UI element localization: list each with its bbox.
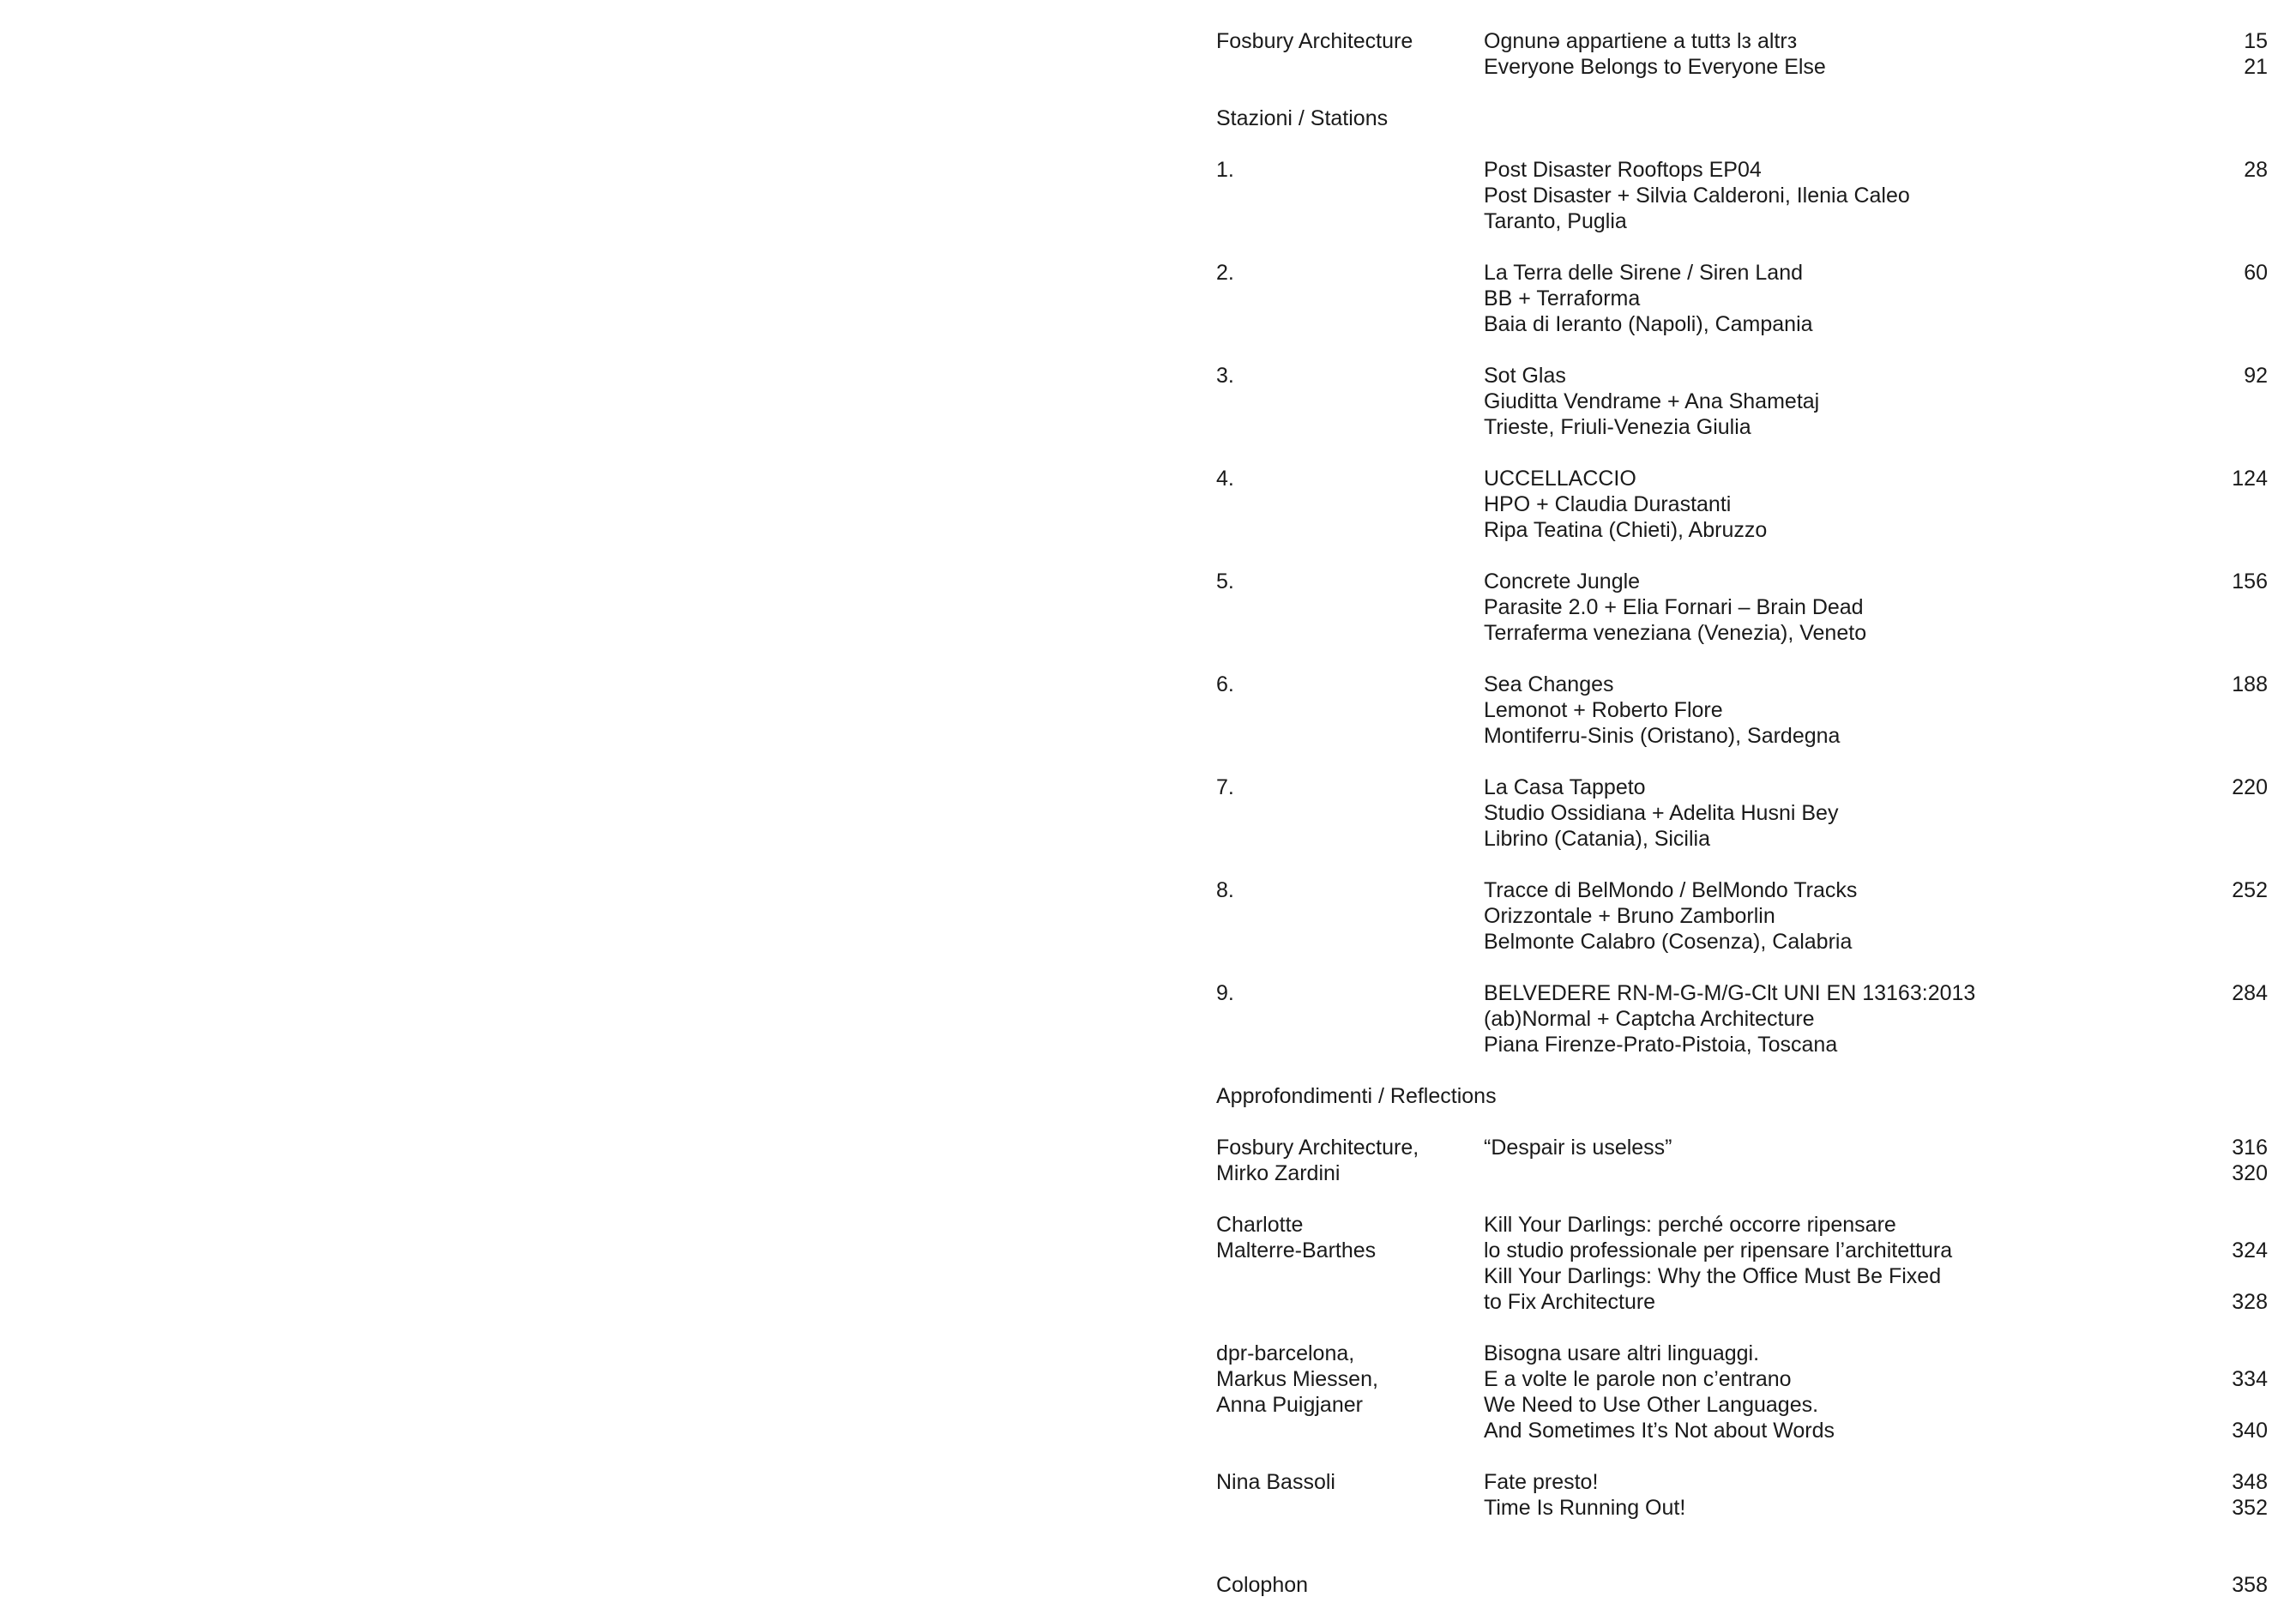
spacer — [1216, 852, 2268, 877]
toc-number-column — [1216, 157, 1484, 183]
toc-subtitle: Montiferru-Sinis (Oristano), Sardegna — [1484, 724, 1841, 748]
section-heading-stations: Stazioni / Stations — [1216, 106, 1389, 130]
toc-page-column — [2148, 569, 2268, 594]
toc-author — [1216, 1289, 1484, 1315]
toc-author: Nina Bassoli — [1216, 1470, 1335, 1494]
toc-page-number: 340 — [2232, 1419, 2268, 1443]
table-of-contents — [1216, 28, 2268, 1598]
toc-page-column — [2148, 774, 2268, 800]
toc-page-column — [2148, 980, 2268, 1006]
toc-title: Ognunə appartiene a tuttз lз altrз — [1484, 29, 1798, 53]
toc-number: 5. — [1216, 569, 1234, 594]
toc-title: And Sometimes It’s Not about Words — [1484, 1419, 1835, 1443]
toc-page-number: 316 — [2232, 1136, 2268, 1160]
toc-author — [1216, 1263, 1484, 1289]
toc-author — [1216, 1418, 1484, 1443]
toc-page-column — [2148, 1469, 2268, 1521]
toc-number: 2. — [1216, 261, 1234, 285]
toc-entry-station[interactable] — [1216, 774, 2268, 852]
toc-page-number: 252 — [2232, 878, 2268, 902]
toc-entry-station[interactable] — [1216, 363, 2268, 440]
toc-title: BELVEDERE RN-M-G-M/G-Clt UNI EN 13163:2013 — [1484, 981, 1976, 1005]
toc-page-number: 92 — [2244, 364, 2268, 388]
toc-title: Concrete Jungle — [1484, 569, 1641, 594]
toc-title-column — [1484, 877, 2148, 955]
toc-page-column — [2148, 1212, 2268, 1315]
toc-entry-station[interactable] — [1216, 980, 2268, 1058]
toc-author: dpr-barcelona, — [1216, 1341, 1355, 1365]
toc-entry-station[interactable] — [1216, 569, 2268, 646]
toc-page-number: 284 — [2232, 981, 2268, 1005]
spacer — [1216, 1109, 2268, 1135]
toc-number-column — [1216, 569, 1484, 594]
toc-title-column — [1484, 1341, 2148, 1443]
toc-number: 1. — [1216, 158, 1234, 182]
toc-title: Fate presto! — [1484, 1470, 1599, 1494]
toc-subtitle: Piana Firenze-Prato-Pistoia, Toscana — [1484, 1033, 1838, 1057]
spacer — [1216, 1315, 2268, 1341]
spacer — [1216, 1443, 2268, 1469]
toc-title-column — [1484, 466, 2148, 543]
reflections-list — [1216, 1109, 2268, 1521]
toc-subtitle: BB + Terraforma — [1484, 286, 1641, 310]
toc-title: Colophon — [1216, 1573, 1309, 1597]
stations-list — [1216, 131, 2268, 1058]
toc-page-number: 124 — [2232, 467, 2268, 491]
toc-subtitle: Baia di Ieranto (Napoli), Campania — [1484, 312, 1813, 336]
spacer — [1216, 440, 2268, 466]
toc-subtitle: (ab)Normal + Captcha Architecture — [1484, 1007, 1815, 1031]
toc-author: Fosbury Architecture — [1216, 29, 1413, 53]
spacer — [1216, 646, 2268, 672]
toc-title: Tracce di BelMondo / BelMondo Tracks — [1484, 878, 1858, 902]
toc-title: “Despair is useless” — [1484, 1136, 1672, 1160]
toc-entry-colophon[interactable] — [1216, 1572, 2268, 1598]
toc-title-column — [1484, 774, 2148, 852]
toc-page-number: 352 — [2232, 1496, 2268, 1520]
toc-entry-intro[interactable] — [1216, 28, 2268, 80]
toc-title-column — [1484, 1135, 2148, 1186]
toc-subtitle: Orizzontale + Bruno Zamborlin — [1484, 904, 1775, 928]
section-heading-reflections: Approfondimenti / Reflections — [1216, 1084, 1497, 1108]
toc-number-column — [1216, 980, 1484, 1006]
toc-page-column — [2148, 672, 2268, 697]
toc-title: Kill Your Darlings: perché occorre ripensare — [1484, 1213, 1896, 1237]
toc-entry-reflection[interactable] — [1216, 1341, 2268, 1443]
toc-title-column — [1484, 1212, 2148, 1315]
toc-title: Kill Your Darlings: Why the Office Must Be Fixed — [1484, 1264, 1942, 1288]
toc-page-number: 348 — [2232, 1470, 2268, 1494]
toc-author — [1216, 1495, 1484, 1521]
toc-title-column — [1484, 1469, 2148, 1521]
toc-number-column — [1216, 774, 1484, 800]
toc-page-number: 328 — [2232, 1290, 2268, 1314]
toc-entry-station[interactable] — [1216, 877, 2268, 955]
toc-subtitle: Lemonot + Roberto Flore — [1484, 698, 1723, 722]
toc-page-number — [2148, 1392, 2268, 1418]
spacer — [1216, 749, 2268, 774]
toc-title: Sea Changes — [1484, 672, 1614, 696]
toc-number-column — [1216, 672, 1484, 697]
toc-page-number: 156 — [2232, 569, 2268, 594]
toc-page-number: 28 — [2244, 158, 2268, 182]
toc-number: 4. — [1216, 467, 1234, 491]
toc-page-number — [2148, 1263, 2268, 1289]
toc-title — [1484, 1160, 2148, 1186]
toc-author-column — [1216, 1135, 1484, 1186]
toc-subtitle: Belmonte Calabro (Cosenza), Calabria — [1484, 930, 1853, 954]
toc-subtitle: Giuditta Vendrame + Ana Shametaj — [1484, 389, 1820, 413]
toc-subtitle: Taranto, Puglia — [1484, 209, 1627, 233]
toc-number-column — [1216, 877, 1484, 903]
toc-title-column — [1484, 569, 2148, 646]
toc-number-column — [1216, 363, 1484, 389]
spacer — [1216, 543, 2268, 569]
toc-number: 3. — [1216, 364, 1234, 388]
toc-title: E a volte le parole non c’entrano — [1484, 1367, 1792, 1391]
spacer — [1216, 234, 2268, 260]
toc-page-number: 334 — [2232, 1367, 2268, 1391]
toc-title-column — [1484, 980, 2148, 1058]
toc-page-number: 60 — [2244, 261, 2268, 285]
toc-author: Mirko Zardini — [1216, 1161, 1341, 1185]
toc-author: Fosbury Architecture, — [1216, 1136, 1419, 1160]
toc-entry-station[interactable] — [1216, 672, 2268, 749]
toc-number: 6. — [1216, 672, 1234, 696]
toc-title: Everyone Belongs to Everyone Else — [1484, 55, 1826, 79]
toc-title: Bisogna usare altri linguaggi. — [1484, 1341, 1760, 1365]
toc-author: Anna Puigjaner — [1216, 1393, 1363, 1417]
toc-subtitle: Ripa Teatina (Chieti), Abruzzo — [1484, 518, 1768, 542]
toc-entry-station[interactable] — [1216, 466, 2268, 543]
toc-page-number: 21 — [2244, 55, 2268, 79]
spacer — [1216, 337, 2268, 363]
toc-page-number — [2148, 1341, 2268, 1366]
toc-subtitle: Terraferma veneziana (Venezia), Veneto — [1484, 621, 1867, 645]
toc-page-number — [2148, 1212, 2268, 1238]
toc-author: Charlotte — [1216, 1213, 1304, 1237]
toc-number: 9. — [1216, 981, 1234, 1005]
toc-title: to Fix Architecture — [1484, 1290, 1656, 1314]
spacer — [1216, 1186, 2268, 1212]
toc-subtitle: Studio Ossidiana + Adelita Husni Bey — [1484, 801, 1839, 825]
toc-title: Post Disaster Rooftops EP04 — [1484, 158, 1762, 182]
toc-title: La Casa Tappeto — [1484, 775, 1646, 799]
toc-entry-station[interactable] — [1216, 157, 2268, 234]
toc-title-column — [1484, 260, 2148, 337]
toc-author-column — [1216, 1341, 1484, 1443]
toc-page-number: 220 — [2232, 775, 2268, 799]
toc-page-column — [2148, 260, 2268, 286]
toc-page-number: 320 — [2232, 1161, 2268, 1185]
toc-title: We Need to Use Other Languages. — [1484, 1393, 1819, 1417]
toc-title-column — [1484, 672, 2148, 749]
toc-page-column — [2148, 466, 2268, 491]
toc-title: lo studio professionale per ripensare l’architettura — [1484, 1238, 1953, 1262]
toc-author-column — [1216, 1212, 1484, 1315]
toc-title-column — [1484, 363, 2148, 440]
toc-page-number: 15 — [2244, 29, 2268, 53]
toc-subtitle: Parasite 2.0 + Elia Fornari – Brain Dead — [1484, 595, 1864, 619]
toc-subtitle: HPO + Claudia Durastanti — [1484, 492, 1732, 516]
toc-entry-reflection[interactable] — [1216, 1135, 2268, 1186]
toc-author: Malterre-Barthes — [1216, 1238, 1377, 1262]
toc-page-column — [2148, 157, 2268, 183]
toc-title: Time Is Running Out! — [1484, 1496, 1686, 1520]
toc-page-column — [2148, 1135, 2268, 1186]
toc-number: 7. — [1216, 775, 1234, 799]
toc-page-column — [2148, 363, 2268, 389]
spacer — [1216, 131, 2268, 157]
toc-page-number: 188 — [2232, 672, 2268, 696]
toc-subtitle: Librino (Catania), Sicilia — [1484, 827, 1711, 851]
toc-number-column — [1216, 466, 1484, 491]
toc-page-number: 358 — [2232, 1573, 2268, 1597]
toc-title: Sot Glas — [1484, 364, 1566, 388]
toc-title-column — [1484, 157, 2148, 234]
toc-subtitle: Post Disaster + Silvia Calderoni, Ilenia Caleo — [1484, 184, 1910, 208]
toc-subtitle: Trieste, Friuli-Venezia Giulia — [1484, 415, 1751, 439]
spacer — [1216, 955, 2268, 980]
toc-number: 8. — [1216, 878, 1234, 902]
toc-number-column — [1216, 260, 1484, 286]
toc-entry-reflection[interactable] — [1216, 1212, 2268, 1315]
toc-page-column — [2148, 877, 2268, 903]
toc-page-number: 324 — [2232, 1238, 2268, 1262]
toc-author-column — [1216, 1469, 1484, 1521]
toc-title: La Terra delle Sirene / Siren Land — [1484, 261, 1803, 285]
toc-title: UCCELLACCIO — [1484, 467, 1636, 491]
toc-author: Markus Miessen, — [1216, 1367, 1378, 1391]
toc-page-column — [2148, 1341, 2268, 1443]
toc-entry-reflection[interactable] — [1216, 1469, 2268, 1521]
toc-entry-station[interactable] — [1216, 260, 2268, 337]
